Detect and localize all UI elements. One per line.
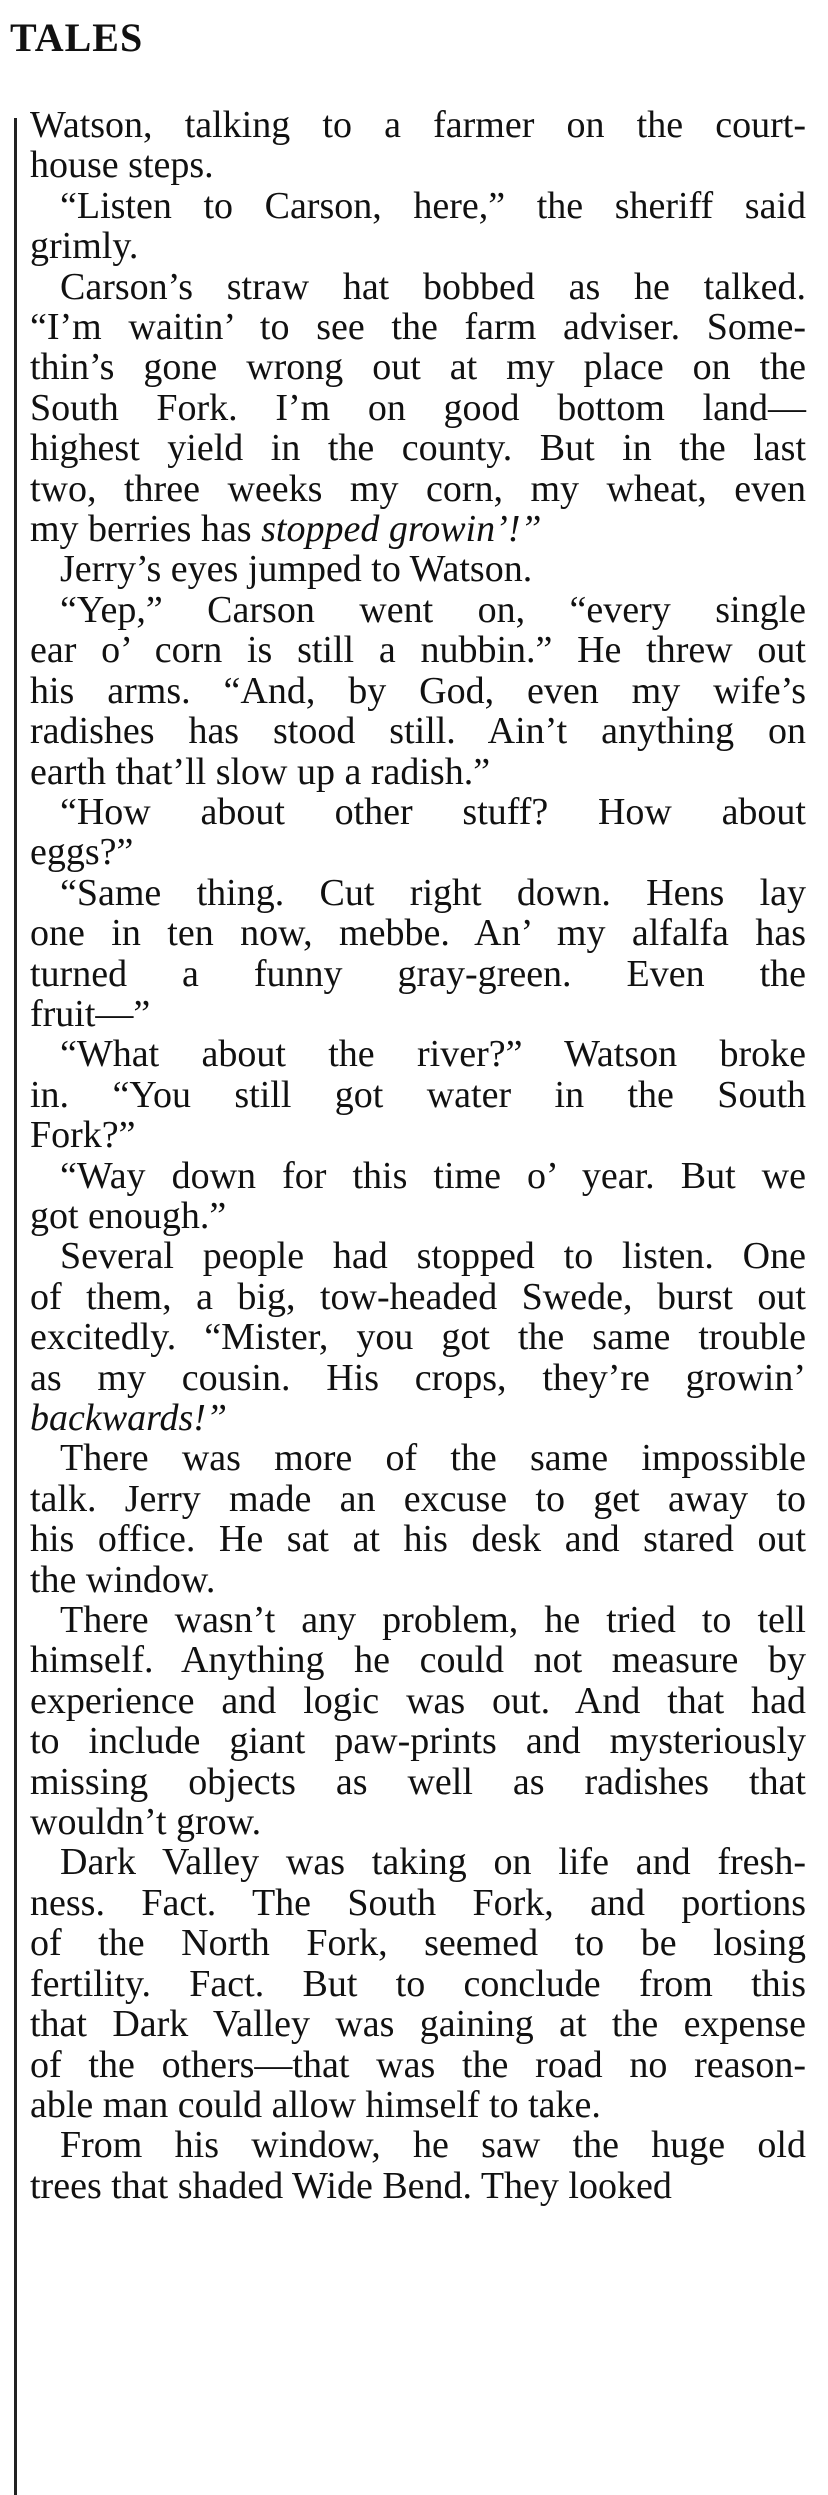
text-line: South Fork. I’m on good bottom land—: [30, 386, 806, 429]
paragraph: [30, 1600, 806, 1842]
paragraph: [30, 1236, 806, 1438]
text-line: “What about the river?” Watson broke: [60, 1033, 806, 1076]
text-line: “Way down for this time o’ year. But we: [60, 1154, 806, 1197]
text-line: “Same thing. Cut right down. Hens lay: [60, 871, 806, 914]
text-line: got enough.”: [30, 1194, 227, 1237]
text-line: his arms. “And, by God, even my wife’s: [30, 669, 806, 712]
text-line: Fork?”: [30, 1114, 136, 1157]
text-line: “Yep,” Carson went on, “every single: [60, 588, 806, 631]
text-line: Watson, talking to a farmer on the court-: [30, 104, 806, 146]
paragraph: [30, 186, 806, 267]
text-line: to include giant paw-prints and mysteriously: [30, 1720, 806, 1763]
text-line: missing objects as well as radishes that: [30, 1760, 806, 1803]
text-line: house steps.: [30, 144, 214, 187]
paragraph: [30, 873, 806, 1035]
text-line: two, three weeks my corn, my wheat, even: [30, 467, 806, 510]
text-line: my berries has stopped growin’!”: [30, 508, 542, 551]
text-line: the window.: [30, 1558, 216, 1601]
running-head: TALES: [10, 15, 144, 60]
italic-text: backwards!”: [30, 1397, 228, 1439]
text-line: of the others—that was the road no reason-: [30, 2043, 806, 2086]
text-line: experience and logic was out. And that had: [30, 1679, 806, 1722]
text-line: that Dark Valley was gaining at the expense: [30, 2003, 806, 2046]
text-line: able man could allow himself to take.: [30, 2083, 601, 2126]
text-line: highest yield in the county. But in the last: [30, 427, 806, 470]
text-line: grimly.: [30, 225, 139, 268]
text-line: Jerry’s eyes jumped to Watson.: [60, 548, 533, 591]
text-line: ear o’ corn is still a nubbin.” He threw out: [30, 629, 806, 672]
text-line: Carson’s straw hat bobbed as he talked.: [60, 265, 806, 308]
paragraph: [30, 1842, 806, 2125]
text-line: fertility. Fact. But to conclude from this: [30, 1962, 806, 2005]
italic-text: stopped growin’!”: [261, 508, 542, 551]
text-line: There was more of the same impossible: [60, 1437, 806, 1480]
text-line: ness. Fact. The South Fork, and portions: [30, 1881, 806, 1924]
text-line: as my cousin. His crops, they’re growin’: [30, 1356, 806, 1399]
text-line: of the North Fork, seemed to be losing: [30, 1922, 806, 1965]
text-line: one in ten now, mebbe. An’ my alfalfa has: [30, 912, 806, 955]
text-line: There wasn’t any problem, he tried to tell: [60, 1599, 806, 1642]
text-line: turned a funny gray-green. Even the: [30, 952, 806, 995]
text-line: Dark Valley was taking on life and fresh-: [60, 1841, 806, 1884]
paragraph: [30, 105, 806, 186]
paragraph: [30, 1156, 806, 1237]
text-line: “Listen to Carson, here,” the sheriff said: [60, 184, 806, 227]
paragraph: [30, 267, 806, 550]
text-line: excitedly. “Mister, you got the same trouble: [30, 1316, 806, 1359]
text-line: thin’s gone wrong out at my place on the: [30, 346, 806, 389]
text-line: fruit—”: [30, 992, 151, 1035]
body-text: [30, 105, 806, 2206]
text-line: Several people had stopped to listen. One: [60, 1235, 806, 1278]
text-line: wouldn’t grow.: [30, 1801, 262, 1844]
text-line: talk. Jerry made an excuse to get away to: [30, 1477, 806, 1520]
text-line: eggs?”: [30, 831, 134, 874]
text-line: of them, a big, tow-headed Swede, burst out: [30, 1275, 806, 1318]
text-line: “I’m waitin’ to see the farm adviser. Some-: [30, 306, 806, 349]
text-line: earth that’ll slow up a radish.”: [30, 750, 491, 793]
paragraph: [30, 792, 806, 873]
text-line: [30, 1398, 806, 1438]
text-line: in. “You still got water in the South: [30, 1073, 806, 1116]
paragraph: [30, 590, 806, 792]
paragraph: [30, 1034, 806, 1155]
text-line: himself. Anything he could not measure by: [30, 1639, 806, 1682]
text-line: trees that shaded Wide Bend. They looked: [30, 2164, 672, 2207]
text-line: radishes has stood still. Ain’t anything on: [30, 710, 806, 753]
paragraph: [30, 1438, 806, 1600]
text-line: From his window, he saw the huge old: [60, 2124, 806, 2167]
paragraph: [30, 549, 806, 589]
text-line: his office. He sat at his desk and stared out: [30, 1518, 806, 1561]
paragraph: [30, 2125, 806, 2206]
column-rule: [14, 118, 17, 2495]
text-line: “How about other stuff? How about: [60, 790, 806, 833]
